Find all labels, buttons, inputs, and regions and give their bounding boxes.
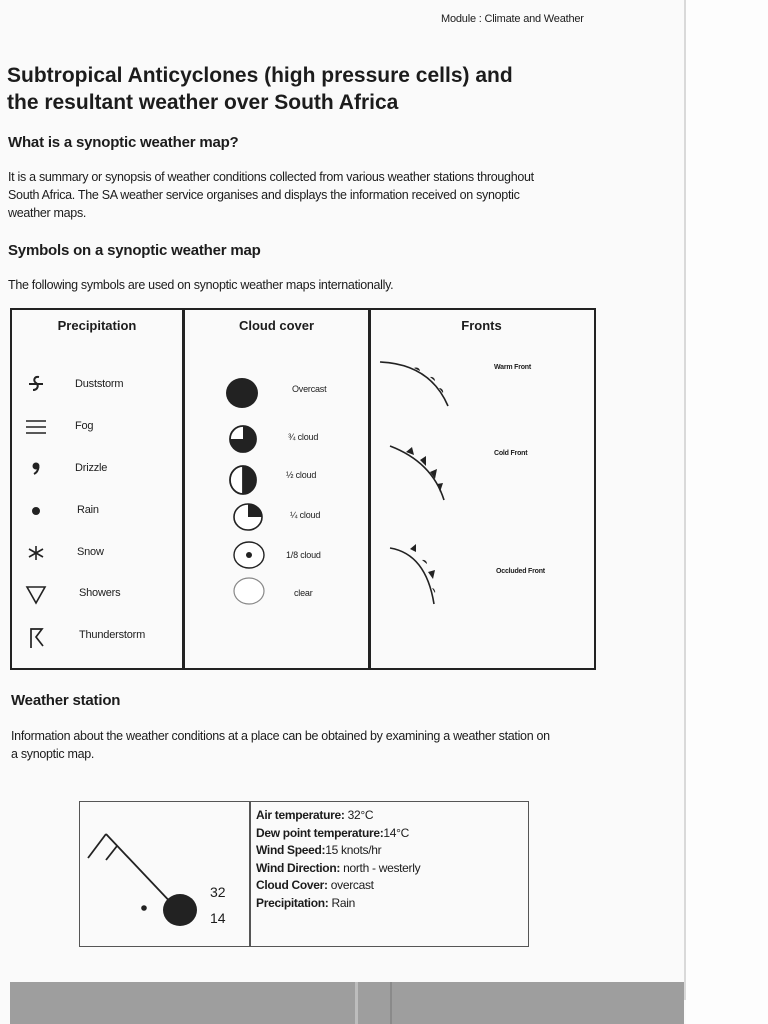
page-margin [686, 0, 768, 1024]
three-quarter-cloud-icon [228, 424, 258, 454]
precipitation-header: Precipitation [57, 318, 137, 333]
weather-station-line-1: Information about the weather conditions at a place can be obtained by examining a weather station on [11, 729, 550, 743]
column-divider [368, 310, 371, 668]
front-label: Occluded Front [496, 568, 545, 575]
half-cloud-icon [228, 464, 258, 496]
rain-dot [141, 905, 147, 911]
synoptic-paragraph [8, 168, 598, 222]
info-precipitation: Precipitation: Rain [256, 895, 355, 910]
weather-station-line-2: a synoptic map. [11, 747, 95, 761]
symbols-heading: Symbols on a synoptic weather map [8, 242, 261, 259]
occluded-front-icon [388, 542, 438, 608]
overcast-icon [224, 376, 260, 410]
title-line-1: Subtropical Anticyclones (high pressure cells) and [7, 64, 513, 87]
cloud-label: ¼ cloud [290, 510, 321, 520]
cloud-label: ½ cloud [286, 470, 317, 480]
precipitation-label: Drizzle [75, 462, 108, 474]
precipitation-label: Fog [75, 420, 94, 432]
fog-icon [24, 418, 48, 439]
symbols-table [10, 308, 596, 670]
synoptic-heading: What is a synoptic weather map? [8, 134, 239, 151]
page-edge [684, 0, 686, 1000]
synoptic-line-3: weather maps. [8, 206, 87, 220]
clear-sky-icon [232, 576, 266, 606]
info-air-temperature: Air temperature: 32°C [256, 808, 374, 822]
wind-barb-icon [84, 828, 204, 928]
cloud-label: ¾ cloud [288, 432, 319, 442]
page-title [7, 62, 607, 116]
symbols-intro: The following symbols are used on synoptic weather maps internationally. [8, 278, 394, 292]
precipitation-label: Thunderstorm [79, 629, 146, 641]
precipitation-label: Rain [77, 504, 99, 516]
synoptic-line-1: It is a summary or synopsis of weather conditions collected from various weather stations throughout [8, 170, 534, 184]
weather-station-paragraph [11, 727, 601, 763]
overcast-station-circle [163, 894, 197, 926]
duststorm-icon [24, 374, 48, 399]
station-divider [249, 802, 251, 946]
station-dew-point: 14 [210, 910, 226, 926]
front-label: Cold Front [494, 450, 528, 457]
title-line-2: the resultant weather over South Africa [7, 91, 399, 114]
info-dew-point: Dew point temperature:14°C [256, 825, 410, 840]
station-temperature: 32 [210, 884, 226, 900]
eighth-cloud-icon [232, 540, 266, 570]
snow-icon [24, 544, 48, 565]
info-cloud-cover: Cloud Cover: overcast [256, 878, 374, 892]
thunderstorm-icon [24, 626, 48, 653]
warm-front-icon [378, 356, 452, 410]
cloud-label: 1/8 cloud [286, 550, 321, 560]
info-wind-speed: Wind Speed:15 knots/hr [256, 843, 382, 857]
info-wind-direction: Wind Direction: north - westerly [256, 860, 421, 875]
drizzle-icon [24, 460, 48, 481]
weather-station-heading: Weather station [11, 692, 121, 709]
precipitation-label: Duststorm [75, 378, 124, 390]
column-divider [182, 310, 185, 668]
front-label: Warm Front [494, 364, 532, 371]
rain-icon [24, 502, 48, 523]
precipitation-label: Showers [79, 587, 121, 599]
station-model-box [79, 801, 529, 947]
scan-footer-strip [10, 982, 684, 1024]
cloud-cover-header: Cloud cover [238, 318, 315, 333]
cold-front-icon [388, 442, 448, 504]
showers-icon [24, 584, 48, 609]
module-header: Module : Climate and Weather [441, 13, 584, 25]
cloud-label: clear [294, 588, 313, 598]
fronts-header: Fronts [461, 318, 502, 333]
synoptic-line-2: South Africa. The SA weather service organises and displays the information received on synoptic [8, 188, 520, 202]
cloud-label: Overcast [292, 384, 327, 394]
precipitation-label: Snow [77, 546, 104, 558]
station-info [256, 807, 420, 912]
quarter-cloud-icon [232, 502, 264, 532]
